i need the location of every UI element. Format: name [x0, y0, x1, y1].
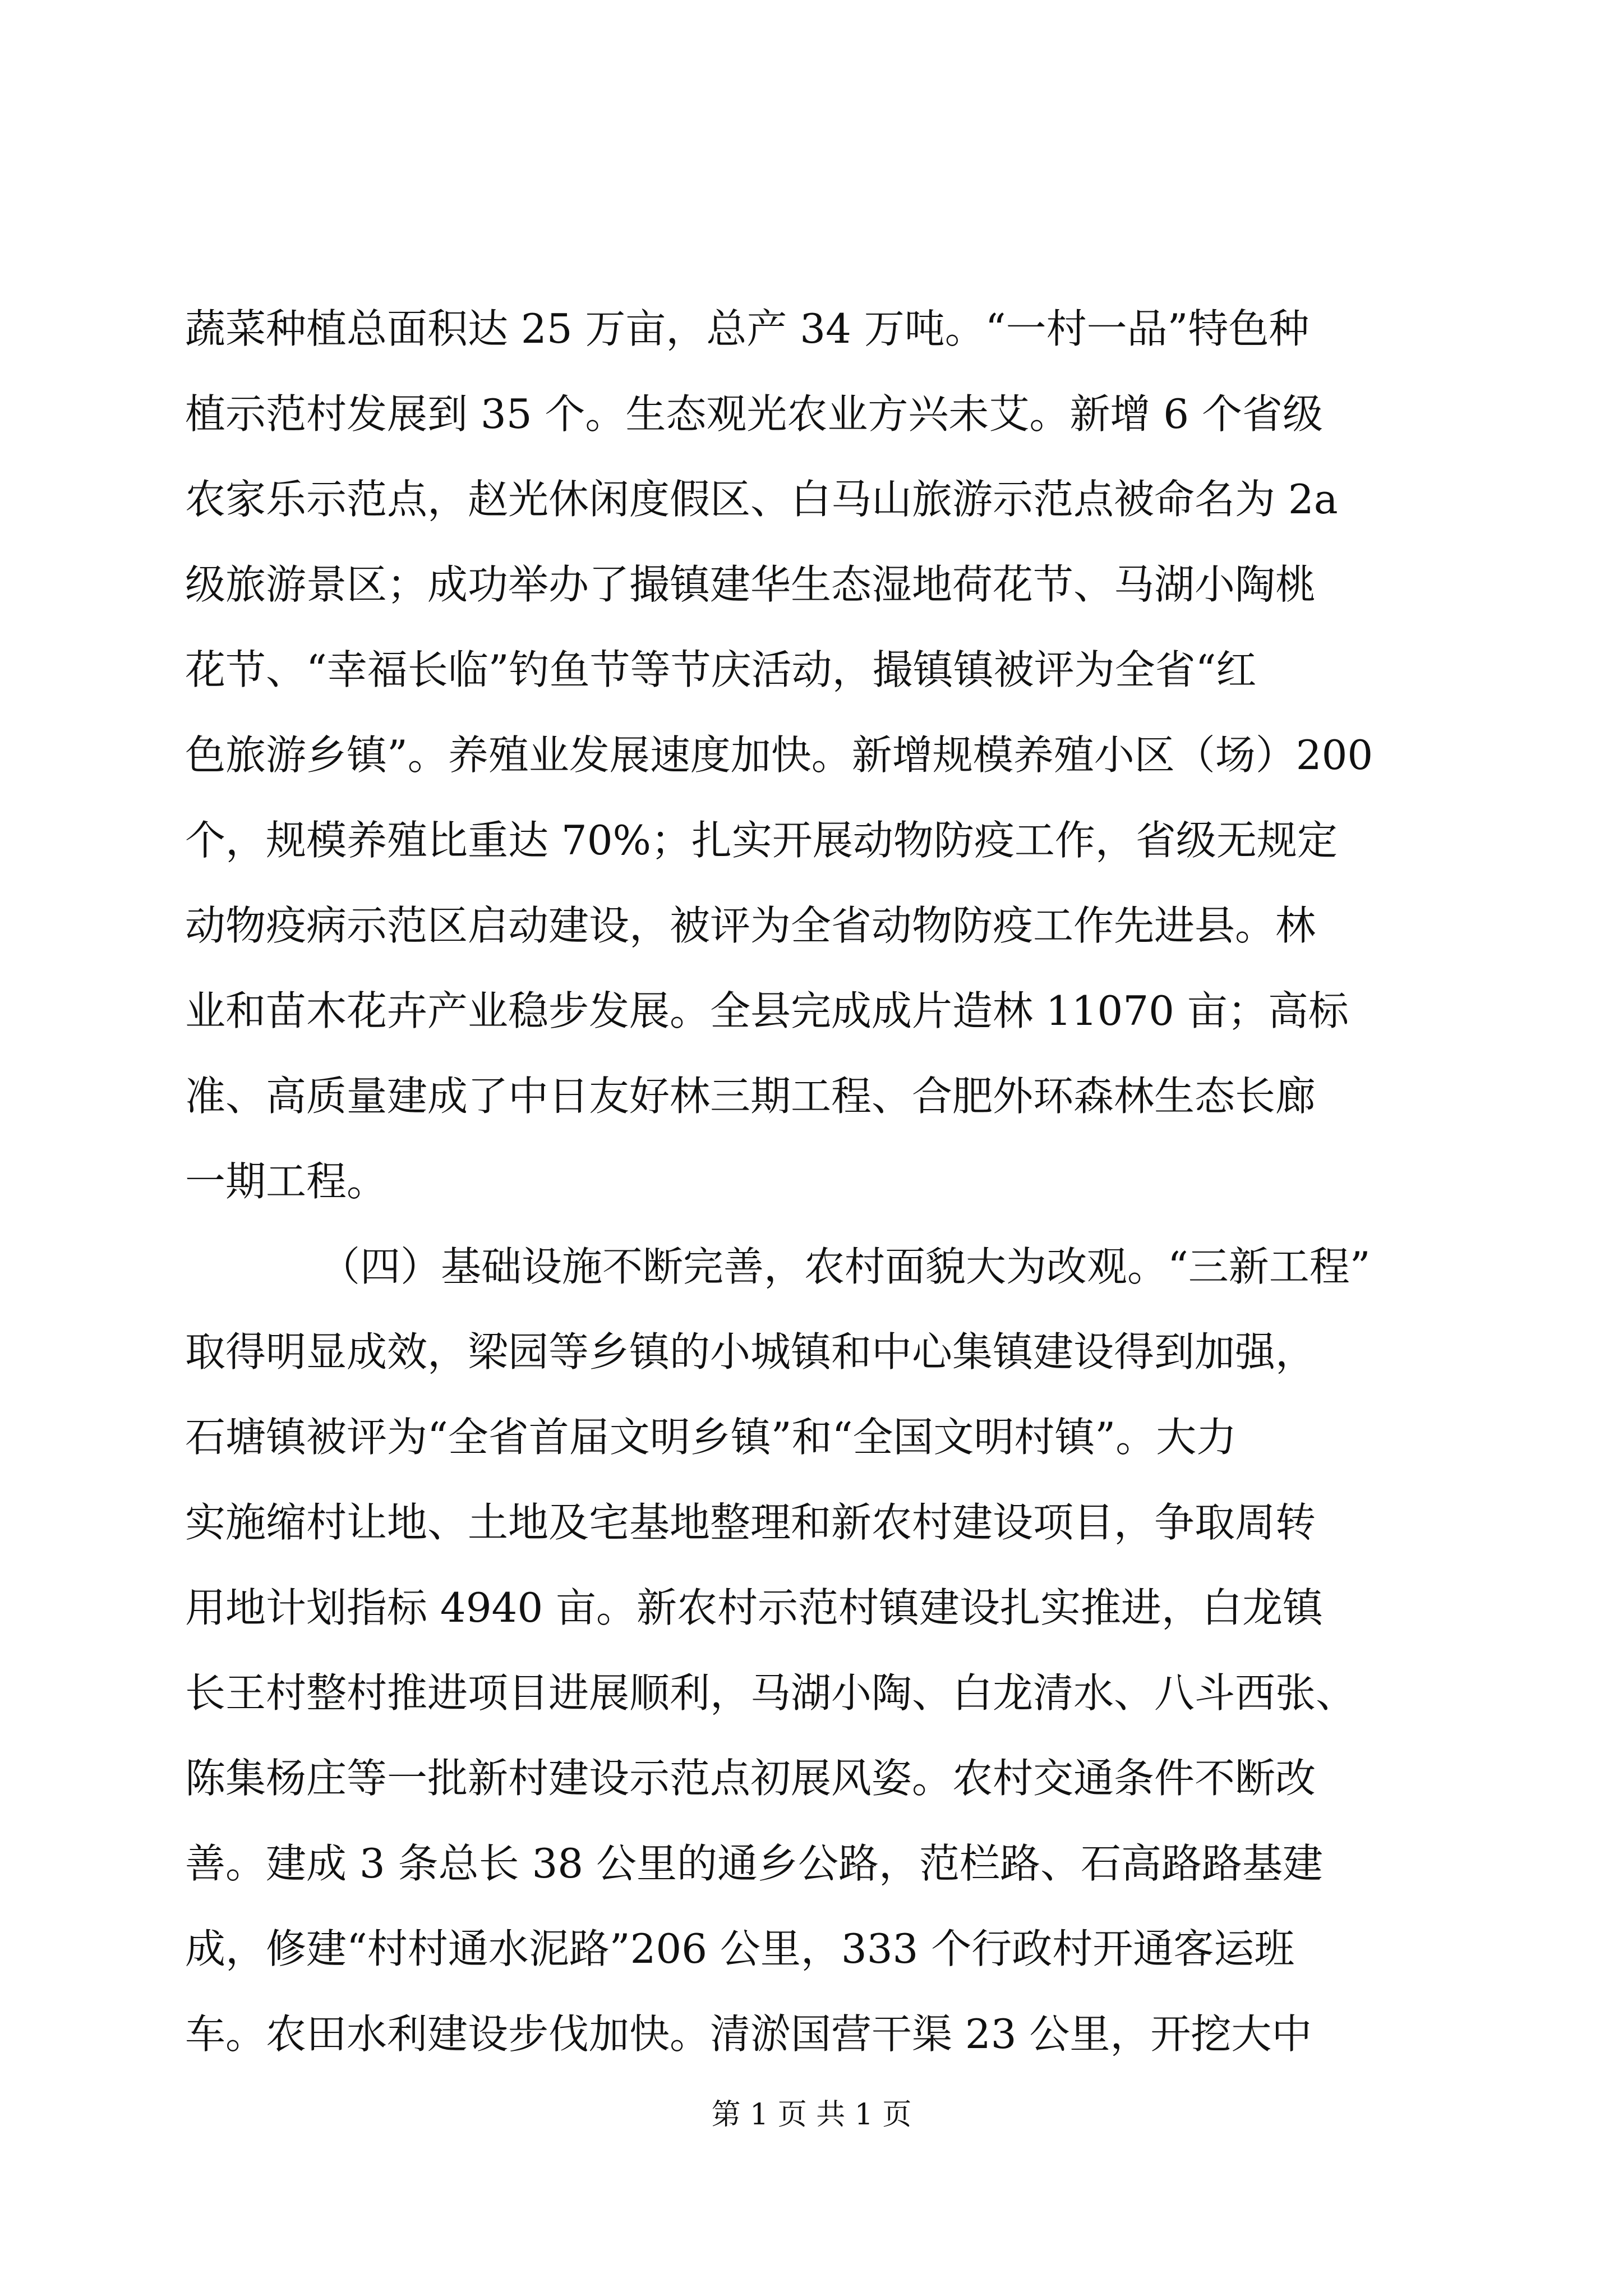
- text-line: 善。建成 3 条总长 38 公里的通乡公路，范栏路、石高路路基建: [185, 1840, 1323, 1887]
- text-line: 动物疫病示范区启动建设，被评为全省动物防疫工作先进县。林: [185, 902, 1316, 949]
- text-line: 实施缩村让地、土地及宅基地整理和新农村建设项目，争取周转: [185, 1499, 1316, 1546]
- page-footer: 第 1 页 共 1 页: [711, 2098, 912, 2132]
- text-line: 石塘镇被评为“全省首届文明乡镇”和“全国文明村镇”。大力: [185, 1414, 1237, 1461]
- text-line: 植示范村发展到 35 个。生态观光农业方兴未艾。新增 6 个省级: [185, 390, 1323, 438]
- text-line: 花节、“幸福长临”钓鱼节等节庆活动，撮镇镇被评为全省“红: [185, 646, 1257, 693]
- text-line: 蔬菜种植总面积达 25 万亩，总产 34 万吨。“一村一品”特色种: [185, 305, 1310, 352]
- text-line: 个，规模养殖比重达 70%；扎实开展动物防疫工作，省级无规定: [185, 817, 1338, 864]
- text-line: 一期工程。: [185, 1158, 388, 1205]
- text-line: 准、高质量建成了中日友好林三期工程、合肥外环森林生态长廊: [185, 1073, 1316, 1120]
- body-text: [185, 286, 1438, 2077]
- section-heading-line: （四）基础设施不断完善，农村面貌大为改观。“三新工程”: [320, 1243, 1371, 1290]
- text-line: 业和苗木花卉产业稳步发展。全县完成成片造林 11070 亩；高标: [185, 987, 1349, 1034]
- text-line: 长王村整村推进项目进展顺利，马湖小陶、白龙清水、八斗西张、: [185, 1669, 1357, 1717]
- text-line: 色旅游乡镇”。养殖业发展速度加快。新增规模养殖小区（场）200: [185, 731, 1373, 779]
- text-line: 取得明显成效，梁园等乡镇的小城镇和中心集镇建设得到加强，: [185, 1328, 1316, 1375]
- text-line: 成，修建“村村通水泥路”206 公里，333 个行政村开通客运班: [185, 1925, 1295, 1972]
- text-line: 车。农田水利建设步伐加快。清淤国营干渠 23 公里，开挖大中: [185, 2010, 1312, 2058]
- text-line: 农家乐示范点，赵光休闲度假区、白马山旅游示范点被命名为 2a: [185, 476, 1338, 523]
- text-line: 级旅游景区；成功举办了撮镇建华生态湿地荷花节、马湖小陶桃: [185, 561, 1316, 608]
- text-line: 用地计划指标 4940 亩。新农村示范村镇建设扎实推进，白龙镇: [185, 1584, 1324, 1631]
- text-line: 陈集杨庄等一批新村建设示范点初展风姿。农村交通条件不断改: [185, 1755, 1316, 1802]
